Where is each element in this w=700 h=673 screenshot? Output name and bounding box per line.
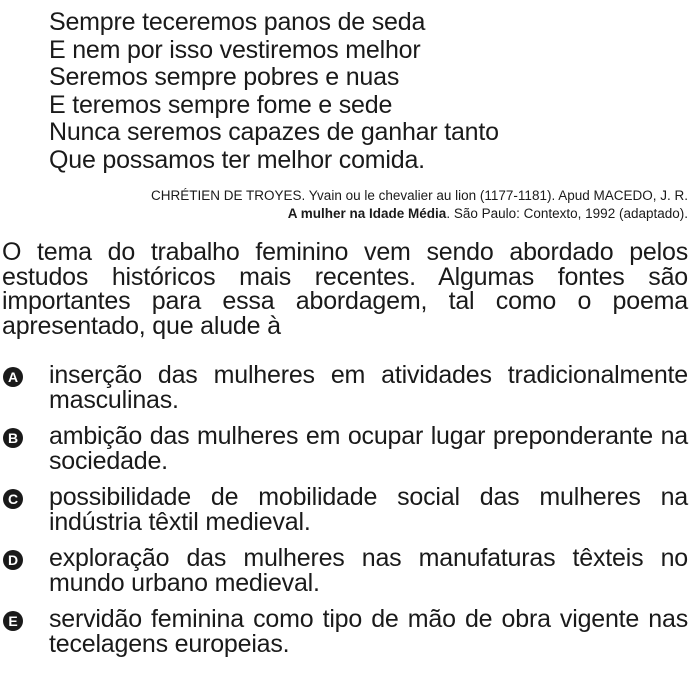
answer-options: [0, 363, 700, 668]
citation-line-1: CHRÉTIEN DE TROYES. Yvain ou le chevalier au lion (1177-1181). Apud MACEDO, J. R.: [151, 188, 688, 203]
option-a-letter-badge: A: [3, 367, 23, 387]
option-c-letter-badge: C: [3, 489, 23, 509]
poem: [49, 9, 499, 174]
poem-line: Nunca seremos capazes de ganhar tanto: [49, 118, 499, 146]
option-e[interactable]: [0, 607, 700, 668]
question-stem: O tema do trabalho feminino vem sendo abordado pelos estudos históricos mais recentes. Algumas fontes são importantes para essa abordagem, tal como o poema apresentado, que alude à: [2, 238, 688, 340]
poem-line: E teremos sempre fome e sede: [49, 90, 393, 119]
option-b-letter-badge: B: [3, 428, 23, 448]
option-b-text: ambição das mulheres em ocupar lugar preponderante na sociedade.: [49, 422, 688, 475]
option-e-text: servidão feminina como tipo de mão de obra vigente nas tecelagens europeias.: [49, 605, 688, 658]
option-d-text: exploração das mulheres nas manufaturas têxteis no mundo urbano medieval.: [49, 544, 688, 597]
citation-book-title: A mulher na Idade Média: [287, 206, 447, 221]
poem-line: Sempre teceremos panos de seda: [49, 8, 426, 36]
poem-line: E nem por isso vestiremos melhor: [49, 35, 421, 64]
option-d[interactable]: [0, 546, 700, 607]
option-a-text: inserção das mulheres em atividades tradicionalmente masculinas.: [49, 361, 688, 414]
option-a[interactable]: [0, 363, 700, 424]
option-b[interactable]: [0, 424, 700, 485]
option-c-text: possibilidade de mobilidade social das mulheres na indústria têxtil medieval.: [49, 483, 688, 536]
option-d-letter-badge: D: [3, 550, 23, 570]
source-citation: [151, 187, 688, 223]
poem-line: Seremos sempre pobres e nuas: [49, 63, 400, 91]
option-c[interactable]: [0, 485, 700, 546]
poem-line: Que possamos ter melhor comida.: [49, 145, 425, 174]
citation-publisher: . São Paulo: Contexto, 1992 (adaptado).: [446, 206, 688, 221]
option-e-letter-badge: E: [3, 611, 23, 631]
citation-line-2: [151, 205, 688, 223]
